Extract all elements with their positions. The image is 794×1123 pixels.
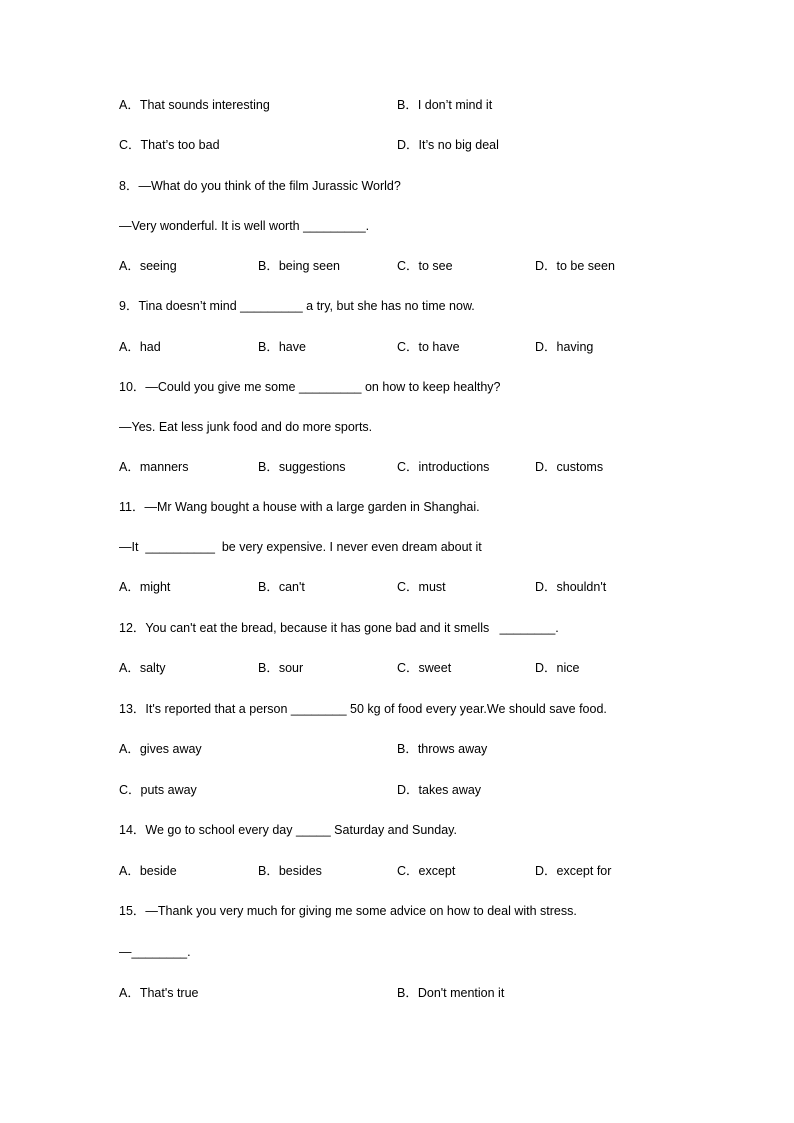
q11-option-d: D．shouldn't (535, 580, 607, 594)
question-8: 8．—What do you think of the film Jurassic World? (119, 179, 401, 193)
option-b: B．I don’t mind it (397, 98, 493, 112)
question-13: 13．It's reported that a person ________ 50 kg of food every year.We should save food. (119, 702, 607, 716)
q14-option-d: D．except for (535, 864, 612, 878)
question-15-reply: —________. (119, 945, 191, 959)
q12-option-a: A．salty (119, 661, 166, 675)
q15-option-b: B．Don't mention it (397, 986, 505, 1000)
q10-option-a: A．manners (119, 460, 189, 474)
q10-option-c: C．introductions (397, 460, 490, 474)
q8-option-d: D．to be seen (535, 259, 615, 273)
q11-option-b: B．can't (258, 580, 305, 594)
question-15: 15．—Thank you very much for giving me some advice on how to deal with stress. (119, 904, 577, 918)
question-9: 9．Tina doesn’t mind _________ a try, but she has no time now. (119, 299, 475, 313)
option-a: A．That sounds interesting (119, 98, 270, 112)
q15-option-a: A．That's true (119, 986, 199, 1000)
question-12: 12．You can't eat the bread, because it has gone bad and it smells ________. (119, 621, 559, 635)
option-c: C．That’s too bad (119, 138, 220, 152)
question-8-reply: —Very wonderful. It is well worth _________. (119, 219, 370, 233)
q11-option-c: C．must (397, 580, 446, 594)
question-11: 11．—Mr Wang bought a house with a large garden in Shanghai. (119, 500, 480, 514)
q13-option-a: A．gives away (119, 742, 202, 756)
q10-option-d: D．customs (535, 460, 604, 474)
q8-option-c: C．to see (397, 259, 453, 273)
q11-option-a: A．might (119, 580, 171, 594)
q12-option-d: D．nice (535, 661, 580, 675)
question-14: 14．We go to school every day _____ Saturday and Sunday. (119, 823, 457, 837)
q14-option-b: B．besides (258, 864, 322, 878)
q8-option-a: A．seeing (119, 259, 177, 273)
q12-option-b: B．sour (258, 661, 304, 675)
q9-option-c: C．to have (397, 340, 460, 354)
q13-option-b: B．throws away (397, 742, 488, 756)
q13-option-d: D．takes away (397, 783, 482, 797)
question-10: 10．—Could you give me some _________ on how to keep healthy? (119, 380, 501, 394)
question-11-reply: —It __________ be very expensive. I never even dream about it (119, 540, 482, 554)
q14-option-c: C．except (397, 864, 456, 878)
q12-option-c: C．sweet (397, 661, 452, 675)
q14-option-a: A．beside (119, 864, 177, 878)
q10-option-b: B．suggestions (258, 460, 346, 474)
q9-option-d: D．having (535, 340, 594, 354)
q9-option-a: A．had (119, 340, 161, 354)
q9-option-b: B．have (258, 340, 306, 354)
q8-option-b: B．being seen (258, 259, 341, 273)
question-10-reply: —Yes. Eat less junk food and do more sports. (119, 420, 373, 434)
option-d: D．It’s no big deal (397, 138, 499, 152)
q13-option-c: C．puts away (119, 783, 197, 797)
